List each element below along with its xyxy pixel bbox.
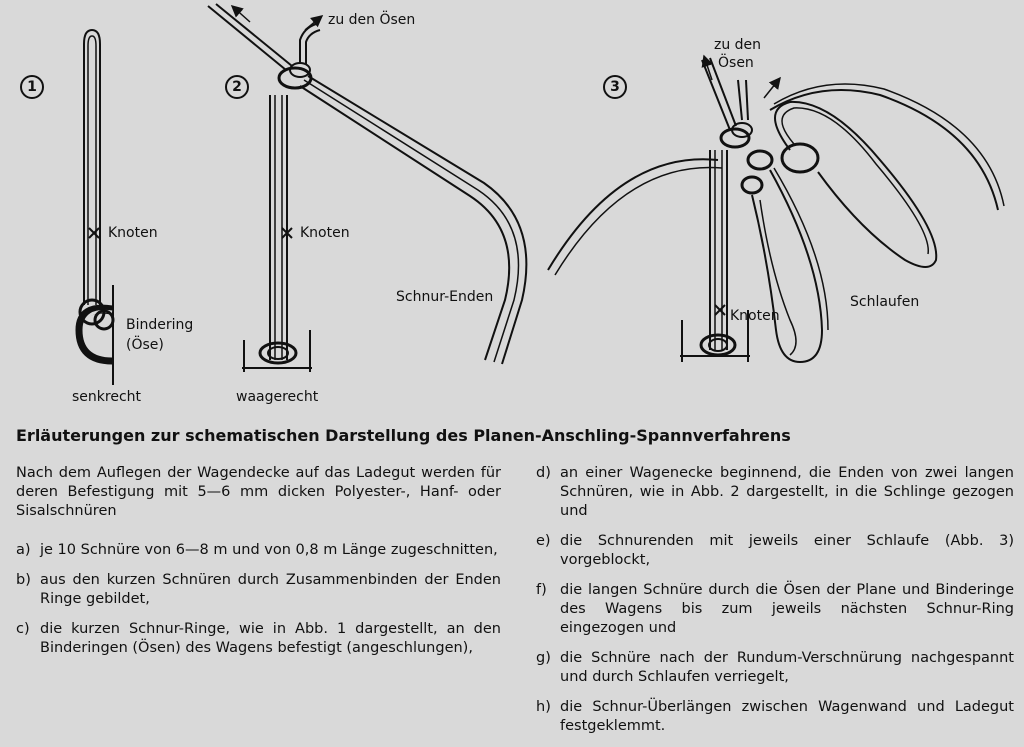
figure-1-drawing (80, 30, 113, 385)
figure-2-drawing (208, 4, 526, 372)
fig2-knot-label: Knoten (300, 225, 350, 241)
step-item (16, 571, 501, 609)
step-text: die Schnüre nach der Rundum-Verschnürung nachgespannt und durch Schlaufen verriegelt, (560, 650, 1014, 685)
step-item (16, 620, 501, 658)
step-text: an einer Wagenecke beginnend, die Enden von zwei langen Schnüren, wie in Abb. 2 dargestellt, in die Schlinge gezogen und (560, 465, 1014, 519)
step-text: die Schnur-Überlängen zwischen Wagenwand und Ladegut festgeklemmt. (560, 699, 1014, 734)
cord-loop-outer (84, 30, 100, 305)
fig2-schnur-enden-label: Schnur-Enden (396, 289, 494, 305)
step-key: d) (536, 465, 551, 481)
left-column (16, 464, 501, 669)
step-item (536, 464, 1014, 521)
figure-number-3: 3 (603, 75, 627, 99)
fig3-schlaufen-label: Schlaufen (850, 294, 920, 310)
step-key: c) (16, 621, 30, 637)
figure-number-1: 1 (20, 75, 44, 99)
intro-paragraph: Nach dem Auflegen der Wagendecke auf das Ladegut werden für deren Befestigung mit 5—6 mm dicken Polyester-, Hanf- oder Sisalschnüren (16, 465, 501, 519)
fig1-knot-label: Knoten (108, 225, 158, 241)
step-key: e) (536, 533, 551, 549)
step-item (536, 698, 1014, 736)
figure-number-2: 2 (225, 75, 249, 99)
step-key: h) (536, 699, 551, 715)
fig3-arrow-label-line2: Ösen (718, 55, 754, 71)
fig2-arrow-label: zu den Ösen (328, 12, 416, 28)
fig1-bindering-label: Bindering (126, 317, 194, 333)
fig3-knot-label: Knoten (730, 308, 780, 324)
cord-loop-inner (88, 36, 96, 305)
step-item (536, 649, 1014, 687)
step-item (536, 532, 1014, 570)
step-text: je 10 Schnüre von 6—8 m und von 0,8 m Länge zugeschnitten, (40, 542, 498, 558)
fig3-arrow-label-line1: zu den (714, 37, 762, 53)
step-item (16, 541, 501, 560)
step-key: a) (16, 542, 31, 558)
step-key: b) (16, 572, 31, 588)
knot-mark-1 (89, 228, 99, 238)
step-key: g) (536, 650, 551, 666)
fig1-caption: senkrecht (72, 389, 142, 405)
fig2-caption: waagerecht (236, 389, 319, 405)
step-key: f) (536, 582, 547, 598)
right-column (536, 464, 1014, 747)
step-text: aus den kurzen Schnüren durch Zusammenbinden der Enden Ringe gebildet, (40, 572, 501, 607)
step-text: die kurzen Schnur-Ringe, wie in Abb. 1 dargestellt, an den Binderingen (Ösen) des Wagens befestigt (angeschlungen), (40, 621, 501, 656)
step-text: die Schnurenden mit jeweils einer Schlaufe (Abb. 3) vorgeblockt, (560, 533, 1014, 568)
step-text: die langen Schnüre durch die Ösen der Plane und Binderinge des Wagens bis zum jeweils nächsten Schnur-Ring eingezogen und (560, 582, 1014, 636)
section-heading: Erläuterungen zur schematischen Darstellung des Planen-Anschling-Spannverfahrens (16, 426, 791, 445)
fig1-ose-label: (Öse) (126, 337, 164, 353)
step-item (536, 581, 1014, 638)
